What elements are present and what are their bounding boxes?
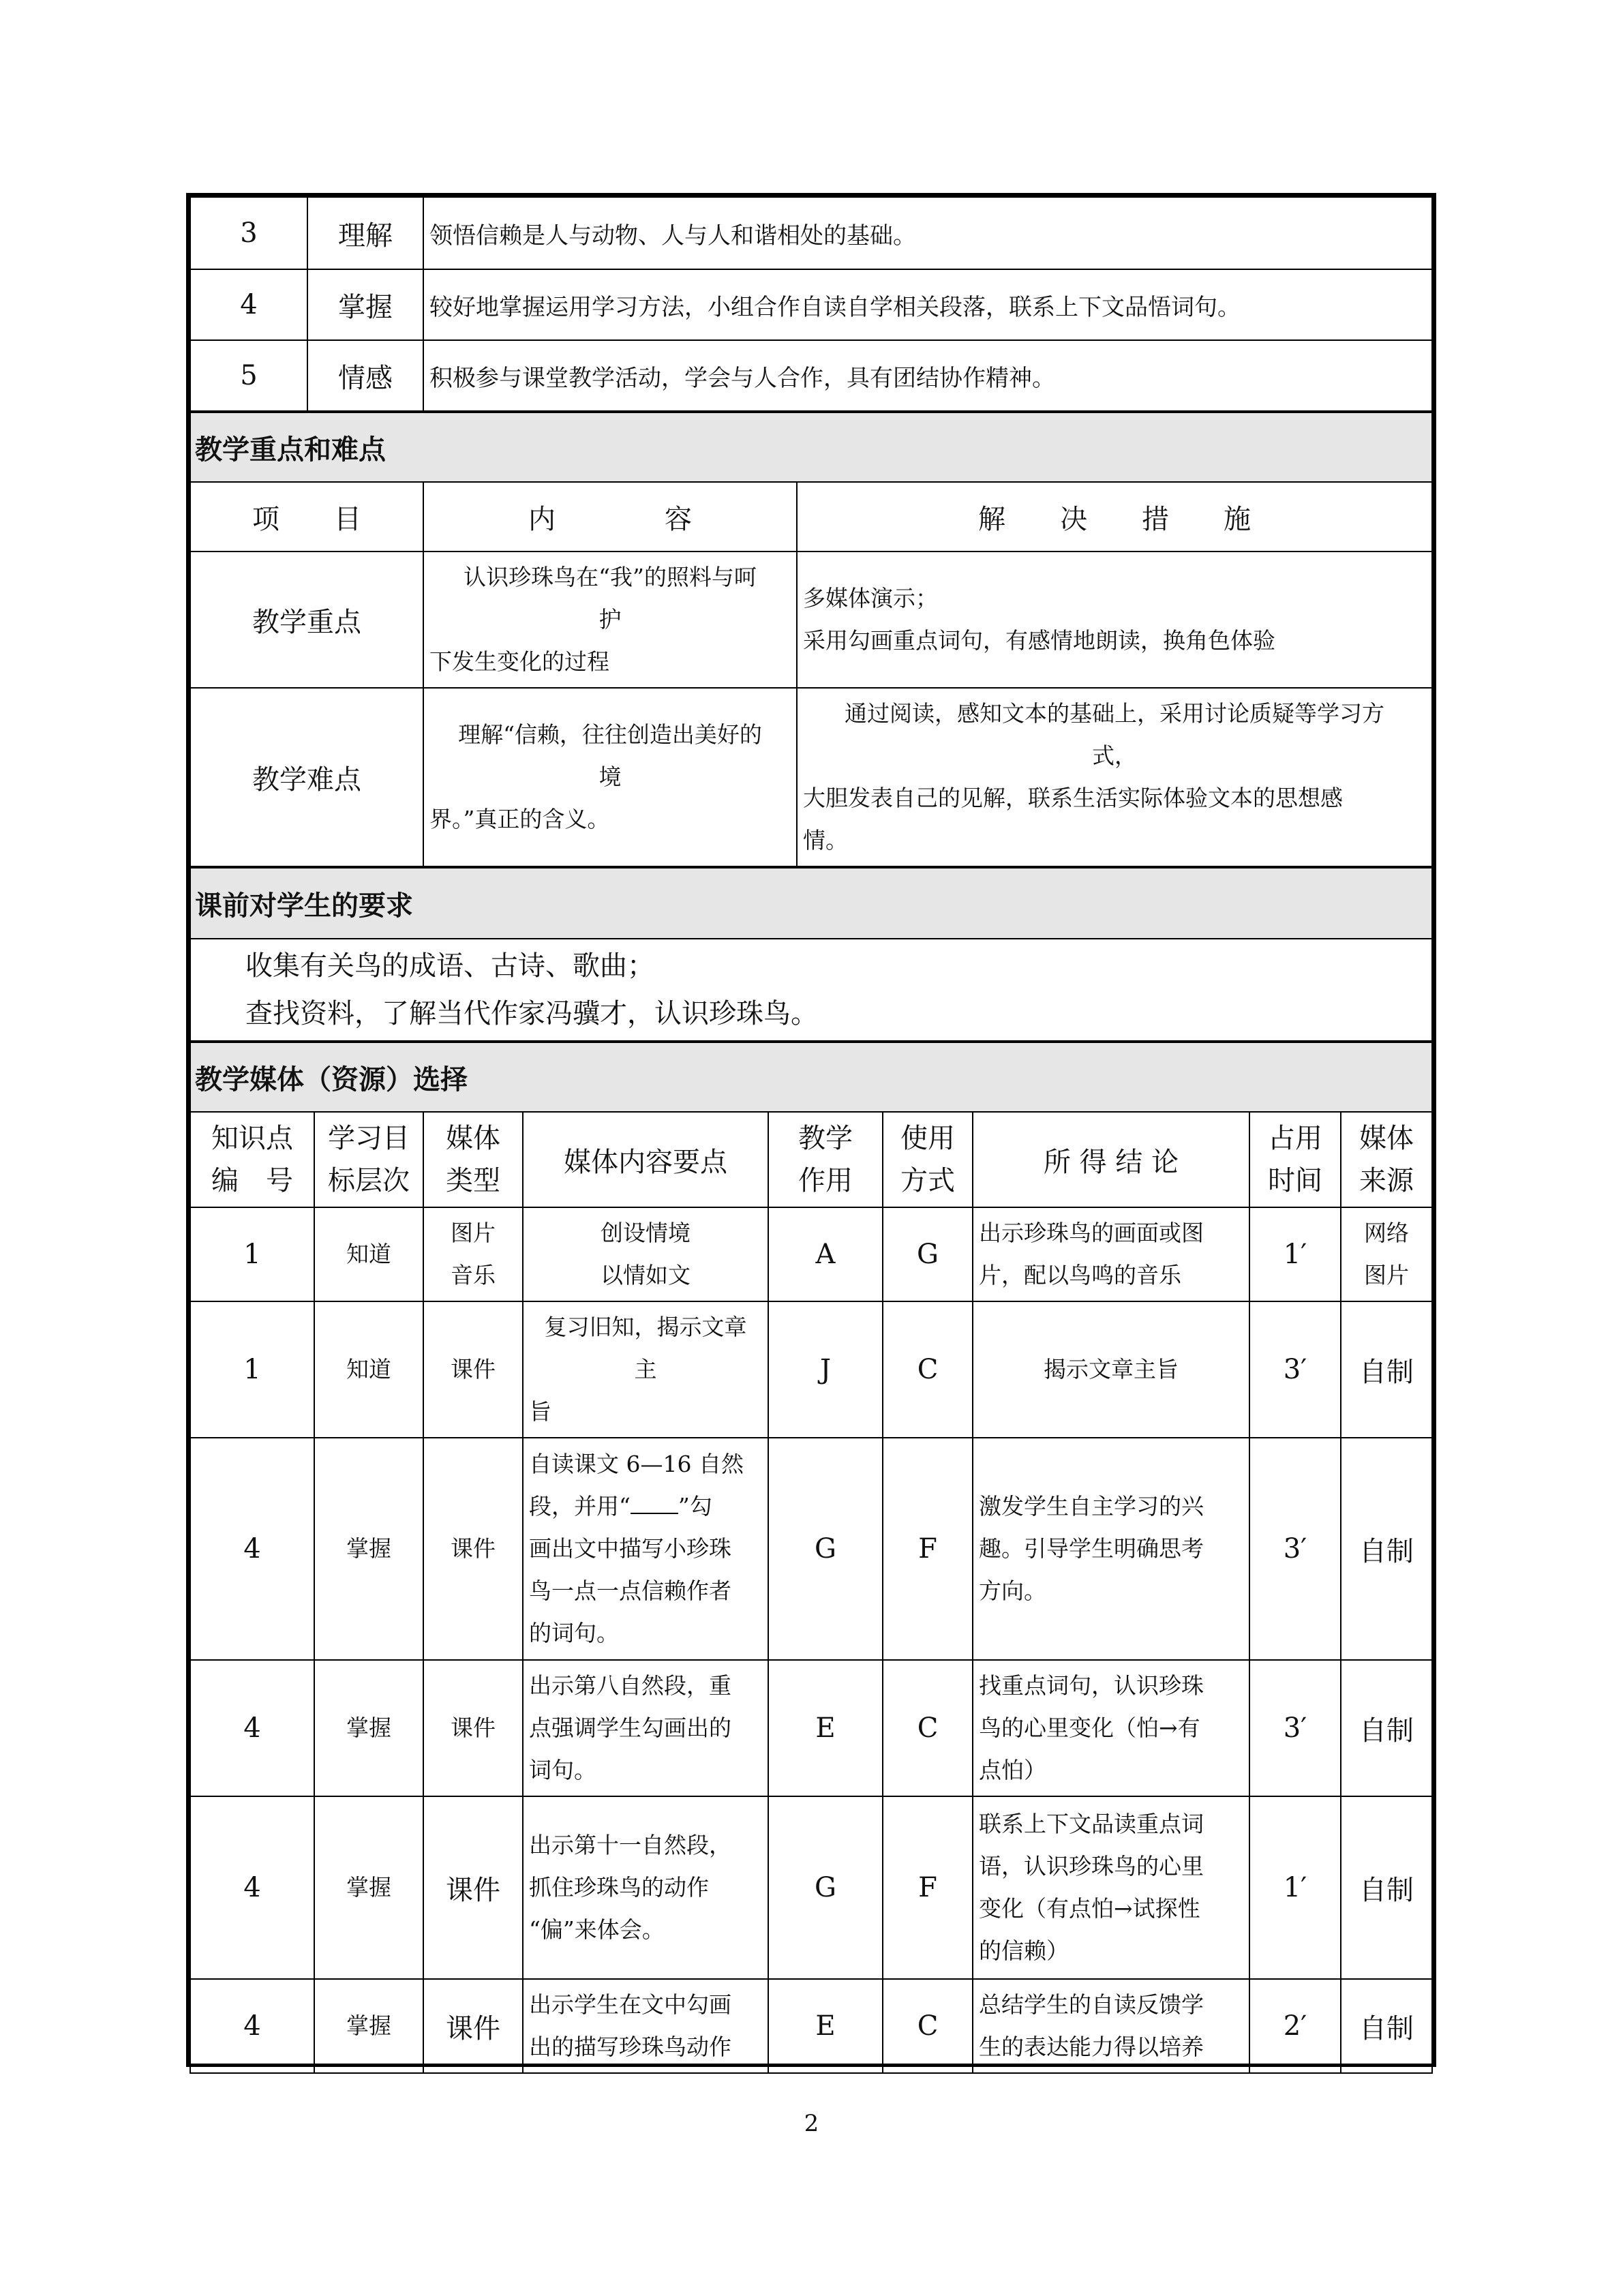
content-fragment: 段，并用“ bbox=[529, 1493, 631, 1520]
media-source bbox=[1341, 1207, 1432, 1301]
objective-number: 3 bbox=[190, 197, 307, 269]
header-measures: 解 决 措 施 bbox=[797, 482, 1432, 552]
conclusion-line: 趣。引导学生明确思考 bbox=[979, 1535, 1204, 1562]
measure-line: 多媒体演示； bbox=[803, 585, 938, 611]
lesson-plan-frame bbox=[186, 193, 1436, 2067]
content-line: 抓住珍珠鸟的动作 bbox=[529, 1874, 709, 1901]
type-line: 图片 bbox=[451, 1220, 496, 1246]
objective-row bbox=[190, 269, 1432, 340]
objective-level: 掌握 bbox=[307, 269, 423, 340]
media-content bbox=[523, 1979, 768, 2073]
media-content bbox=[523, 1207, 768, 1301]
conclusion-line: 联系上下文品读重点词 bbox=[979, 1811, 1204, 1837]
media-role: G bbox=[768, 1438, 883, 1660]
media-section-title: 教学媒体（资源）选择 bbox=[190, 1042, 1432, 1112]
conclusion-line: 总结学生的自读反馈学 bbox=[979, 1991, 1204, 2018]
content-line: 画出文中描写小珍珠 bbox=[529, 1535, 731, 1562]
measure-line: 式， bbox=[1092, 742, 1137, 769]
key-point-content bbox=[423, 688, 797, 866]
media-row bbox=[190, 1207, 1432, 1301]
media-level: 掌握 bbox=[314, 1438, 423, 1660]
media-conclusion bbox=[973, 1796, 1249, 1979]
header-line: 教学 bbox=[798, 1123, 853, 1154]
measure-line: 采用勾画重点词句，有感情地朗读，换角色体验 bbox=[803, 627, 1275, 654]
header-line: 类型 bbox=[446, 1165, 500, 1196]
key-point-content bbox=[423, 552, 797, 688]
content-line: 旨 bbox=[529, 1398, 551, 1425]
media-level: 掌握 bbox=[314, 1796, 423, 1979]
content-line: 出示学生在文中勾画 bbox=[529, 1991, 731, 2018]
content-line: 以情如文 bbox=[601, 1262, 691, 1288]
media-level: 知道 bbox=[314, 1207, 423, 1301]
media-mode: G bbox=[883, 1207, 973, 1301]
conclusion-line: 激发学生自主学习的兴 bbox=[979, 1493, 1204, 1520]
media-time: 1′ bbox=[1249, 1207, 1341, 1301]
key-point-item: 教学难点 bbox=[190, 688, 423, 866]
media-mode: C bbox=[883, 1979, 973, 2073]
media-role: E bbox=[768, 1979, 883, 2073]
header-line: 标层次 bbox=[328, 1165, 410, 1196]
header-line: 媒体 bbox=[446, 1123, 500, 1154]
header-media-type bbox=[423, 1112, 523, 1207]
media-source: 自制 bbox=[1341, 1301, 1432, 1438]
conclusion-line: 方向。 bbox=[979, 1577, 1046, 1604]
key-point-item: 教学重点 bbox=[190, 552, 423, 688]
content-line: 自读课文 6—16 自然 bbox=[529, 1451, 744, 1477]
media-content bbox=[523, 1796, 768, 1979]
media-kp: 4 bbox=[190, 1979, 314, 2073]
conclusion-line: 片，配以鸟鸣的音乐 bbox=[979, 1262, 1181, 1288]
content-line: 护 bbox=[598, 606, 622, 633]
key-point-measures bbox=[797, 688, 1432, 866]
media-time: 3′ bbox=[1249, 1660, 1341, 1796]
objective-text: 积极参与课堂教学活动，学会与人合作，具有团结协作精神。 bbox=[423, 340, 1432, 411]
media-level: 掌握 bbox=[314, 1979, 423, 2073]
header-line: 方式 bbox=[900, 1165, 955, 1196]
media-level: 知道 bbox=[314, 1301, 423, 1438]
requirement-line: 查找资料，了解当代作家冯骥才，认识珍珠鸟。 bbox=[245, 998, 818, 1029]
underline-mark bbox=[631, 1499, 678, 1514]
media-header-row bbox=[190, 1112, 1432, 1207]
conclusion-line: 的信赖） bbox=[979, 1937, 1069, 1964]
key-points-section-title: 教学重点和难点 bbox=[190, 412, 1432, 482]
conclusion-line: 找重点词句，认识珍珠 bbox=[979, 1672, 1204, 1699]
media-role: E bbox=[768, 1660, 883, 1796]
source-line: 网络 bbox=[1364, 1220, 1409, 1246]
media-row bbox=[190, 1796, 1432, 1979]
conclusion-line: 出示珍珠鸟的画面或图 bbox=[979, 1220, 1204, 1246]
media-source: 自制 bbox=[1341, 1979, 1432, 2073]
content-line: 理解“信赖，往往创造出美好的 bbox=[458, 721, 762, 748]
header-line: 学习目 bbox=[328, 1123, 410, 1154]
media-content bbox=[523, 1301, 768, 1438]
page-number: 2 bbox=[804, 2110, 819, 2137]
header-mode bbox=[883, 1112, 973, 1207]
media-type: 课件 bbox=[423, 1796, 523, 1979]
content-line: 创设情境 bbox=[601, 1220, 691, 1246]
content-line: 出示第八自然段，重 bbox=[529, 1672, 731, 1699]
header-conclusion: 所 得 结 论 bbox=[973, 1112, 1249, 1207]
requirements-section-title: 课前对学生的要求 bbox=[190, 868, 1432, 939]
key-point-row bbox=[190, 552, 1432, 688]
content-line: 的词句。 bbox=[529, 1620, 619, 1646]
header-knowledge-point bbox=[190, 1112, 314, 1207]
media-type: 课件 bbox=[423, 1979, 523, 2073]
media-source: 自制 bbox=[1341, 1438, 1432, 1660]
content-line: 认识珍珠鸟在“我”的照料与呵 bbox=[464, 564, 757, 590]
key-points-header-row bbox=[190, 482, 1432, 552]
header-time bbox=[1249, 1112, 1341, 1207]
content-line: 境 bbox=[598, 764, 622, 790]
media-time: 3′ bbox=[1249, 1438, 1341, 1660]
content-line: 点强调学生勾画出的 bbox=[529, 1715, 731, 1741]
media-mode: C bbox=[883, 1660, 973, 1796]
media-time: 1′ bbox=[1249, 1796, 1341, 1979]
media-content bbox=[523, 1660, 768, 1796]
media-type: 课件 bbox=[423, 1438, 523, 1660]
media-kp: 4 bbox=[190, 1438, 314, 1660]
media-conclusion bbox=[973, 1979, 1249, 2073]
content-line: 下发生变化的过程 bbox=[429, 648, 609, 675]
content-line: 词句。 bbox=[529, 1757, 596, 1783]
objective-row bbox=[190, 197, 1432, 269]
objective-number: 5 bbox=[190, 340, 307, 411]
content-line: 出的描写珍珠鸟动作 bbox=[529, 2034, 731, 2060]
media-conclusion bbox=[973, 1207, 1249, 1301]
header-content: 内 容 bbox=[423, 482, 797, 552]
content-line: 鸟一点一点信赖作者 bbox=[529, 1577, 731, 1604]
key-point-row bbox=[190, 688, 1432, 866]
key-point-measures bbox=[797, 552, 1432, 688]
content-fragment: ”勾 bbox=[678, 1493, 712, 1520]
media-conclusion bbox=[973, 1660, 1249, 1796]
media-mode: F bbox=[883, 1796, 973, 1979]
header-line: 来源 bbox=[1359, 1165, 1414, 1196]
media-kp: 4 bbox=[190, 1796, 314, 1979]
header-role bbox=[768, 1112, 883, 1207]
media-level: 掌握 bbox=[314, 1660, 423, 1796]
header-line: 知识点 bbox=[211, 1123, 293, 1154]
header-line: 占用 bbox=[1268, 1123, 1322, 1154]
media-time: 3′ bbox=[1249, 1301, 1341, 1438]
header-item: 项 目 bbox=[190, 482, 423, 552]
media-content bbox=[523, 1438, 768, 1660]
content-line: “偏”来体会。 bbox=[529, 1916, 665, 1943]
content-line: 主 bbox=[634, 1356, 657, 1383]
media-row bbox=[190, 1660, 1432, 1796]
media-row bbox=[190, 1301, 1432, 1438]
media-role: J bbox=[768, 1301, 883, 1438]
content-line: 出示第十一自然段， bbox=[529, 1832, 731, 1858]
conclusion-line: 语，认识珍珠鸟的心里 bbox=[979, 1853, 1204, 1879]
header-line: 时间 bbox=[1268, 1165, 1322, 1196]
media-kp: 1 bbox=[190, 1301, 314, 1438]
media-mode: F bbox=[883, 1438, 973, 1660]
media-row bbox=[190, 1979, 1432, 2073]
media-source: 自制 bbox=[1341, 1796, 1432, 1979]
objective-text: 较好地掌握运用学习方法，小组合作自读自学相关段落，联系上下文品悟词句。 bbox=[423, 269, 1432, 340]
requirement-line: 收集有关鸟的成语、古诗、歌曲； bbox=[245, 950, 654, 982]
media-role: G bbox=[768, 1796, 883, 1979]
conclusion-line: 点怕） bbox=[979, 1757, 1046, 1783]
media-row bbox=[190, 1438, 1432, 1660]
media-role: A bbox=[768, 1207, 883, 1301]
media-source: 自制 bbox=[1341, 1660, 1432, 1796]
header-line: 媒体 bbox=[1359, 1123, 1414, 1154]
content-line: 复习旧知，揭示文章 bbox=[544, 1314, 747, 1340]
media-type bbox=[423, 1207, 523, 1301]
source-line: 图片 bbox=[1364, 1262, 1409, 1288]
header-line: 编 号 bbox=[211, 1165, 293, 1196]
media-type: 课件 bbox=[423, 1301, 523, 1438]
key-points-table bbox=[189, 412, 1433, 867]
objective-text: 领悟信赖是人与动物、人与人和谐相处的基础。 bbox=[423, 197, 1432, 269]
media-table bbox=[189, 1042, 1433, 2074]
conclusion-line: 鸟的心里变化（怕→有 bbox=[979, 1715, 1200, 1741]
header-line: 使用 bbox=[900, 1123, 955, 1154]
objectives-table bbox=[189, 196, 1433, 412]
media-mode: C bbox=[883, 1301, 973, 1438]
content-line bbox=[529, 1485, 762, 1528]
measure-line: 情。 bbox=[803, 827, 848, 854]
media-conclusion bbox=[973, 1438, 1249, 1660]
measure-line: 通过阅读，感知文本的基础上，采用讨论质疑等学习方 bbox=[845, 700, 1384, 727]
media-time: 2′ bbox=[1249, 1979, 1341, 2073]
objective-level: 情感 bbox=[307, 340, 423, 411]
measure-line: 大胆发表自己的见解，联系生活实际体验文本的思想感 bbox=[803, 785, 1343, 811]
requirements-body bbox=[190, 939, 1432, 1041]
header-media-content: 媒体内容要点 bbox=[523, 1112, 768, 1207]
objective-row bbox=[190, 340, 1432, 411]
conclusion-line: 生的表达能力得以培养 bbox=[979, 2034, 1204, 2060]
media-kp: 4 bbox=[190, 1660, 314, 1796]
objective-level: 理解 bbox=[307, 197, 423, 269]
header-line: 作用 bbox=[798, 1165, 853, 1196]
header-source bbox=[1341, 1112, 1432, 1207]
media-conclusion: 揭示文章主旨 bbox=[973, 1301, 1249, 1438]
content-line: 界。”真正的含义。 bbox=[429, 806, 610, 832]
conclusion-line: 变化（有点怕→试探性 bbox=[979, 1895, 1200, 1922]
requirements-table bbox=[189, 867, 1433, 1042]
media-kp: 1 bbox=[190, 1207, 314, 1301]
header-level bbox=[314, 1112, 423, 1207]
media-type: 课件 bbox=[423, 1660, 523, 1796]
objective-number: 4 bbox=[190, 269, 307, 340]
type-line: 音乐 bbox=[451, 1262, 496, 1288]
